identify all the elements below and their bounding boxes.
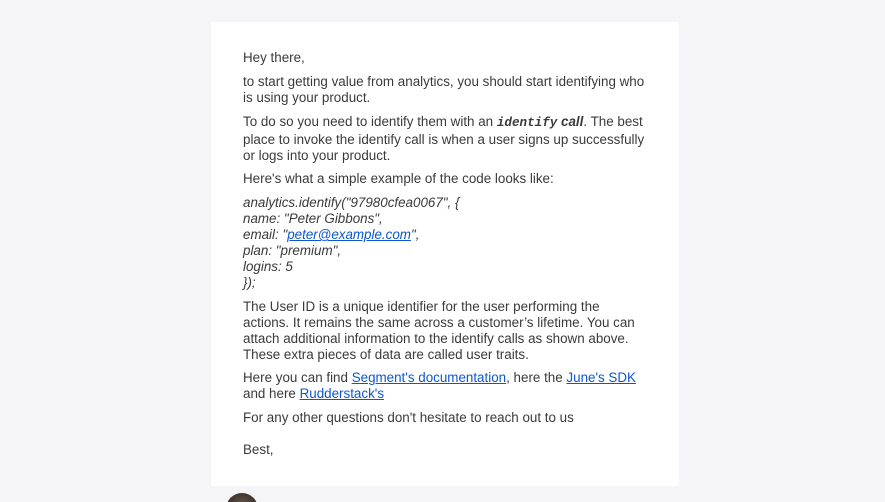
email-body-card <box>211 22 679 486</box>
code-line-3-suffix: ", <box>410 227 420 243</box>
identify-prefix: To do so you need to identify them with an <box>243 113 497 129</box>
userid-paragraph: The User ID is a unique identifier for the user performing the actions. It remains the same across a customer’s lifetime. You can attach additional information to the identify calls as shown above. These extra pieces of data are called user traits. <box>243 298 635 362</box>
questions-paragraph: For any other questions don't hesitate to reach out to us <box>243 410 574 426</box>
code-line-3 <box>243 227 647 243</box>
links-paragraph <box>243 370 647 402</box>
code-example <box>243 195 647 290</box>
links-mid: , here the <box>506 370 567 386</box>
identify-code: identify <box>496 115 558 130</box>
rudderstack-link[interactable]: Rudderstack's <box>299 386 385 402</box>
code-line-3-prefix: email: " <box>243 227 288 243</box>
greeting: Hey there, <box>243 50 305 65</box>
example-intro: Here's what a simple example of the code looks like: <box>243 171 554 187</box>
intro-paragraph: to start getting value from analytics, you should start identifying who is using your product. <box>243 73 645 105</box>
identify-suffix: . The best place to invoke the identify call is when a user signs up successfully or logs into your product. <box>243 113 645 163</box>
links-prefix: Here you can find <box>243 370 352 386</box>
code-line-5: logins: 5 <box>243 258 293 274</box>
code-line-2: name: "Peter Gibbons", <box>243 211 383 227</box>
sender-avatar <box>226 493 258 502</box>
segment-docs-link[interactable]: Segment's documentation <box>351 370 507 386</box>
code-line-1: analytics.identify("97980cfea0067", { <box>243 195 460 211</box>
identify-paragraph <box>243 114 647 164</box>
june-sdk-link[interactable]: June's SDK <box>566 370 636 386</box>
code-line-6: }); <box>243 274 256 290</box>
code-line-4: plan: "premium", <box>243 243 342 259</box>
links-mid2: and here <box>243 386 300 402</box>
email-link[interactable]: peter@example.com <box>287 227 411 243</box>
identify-call: call <box>557 113 584 129</box>
signoff: Best, <box>243 442 274 458</box>
